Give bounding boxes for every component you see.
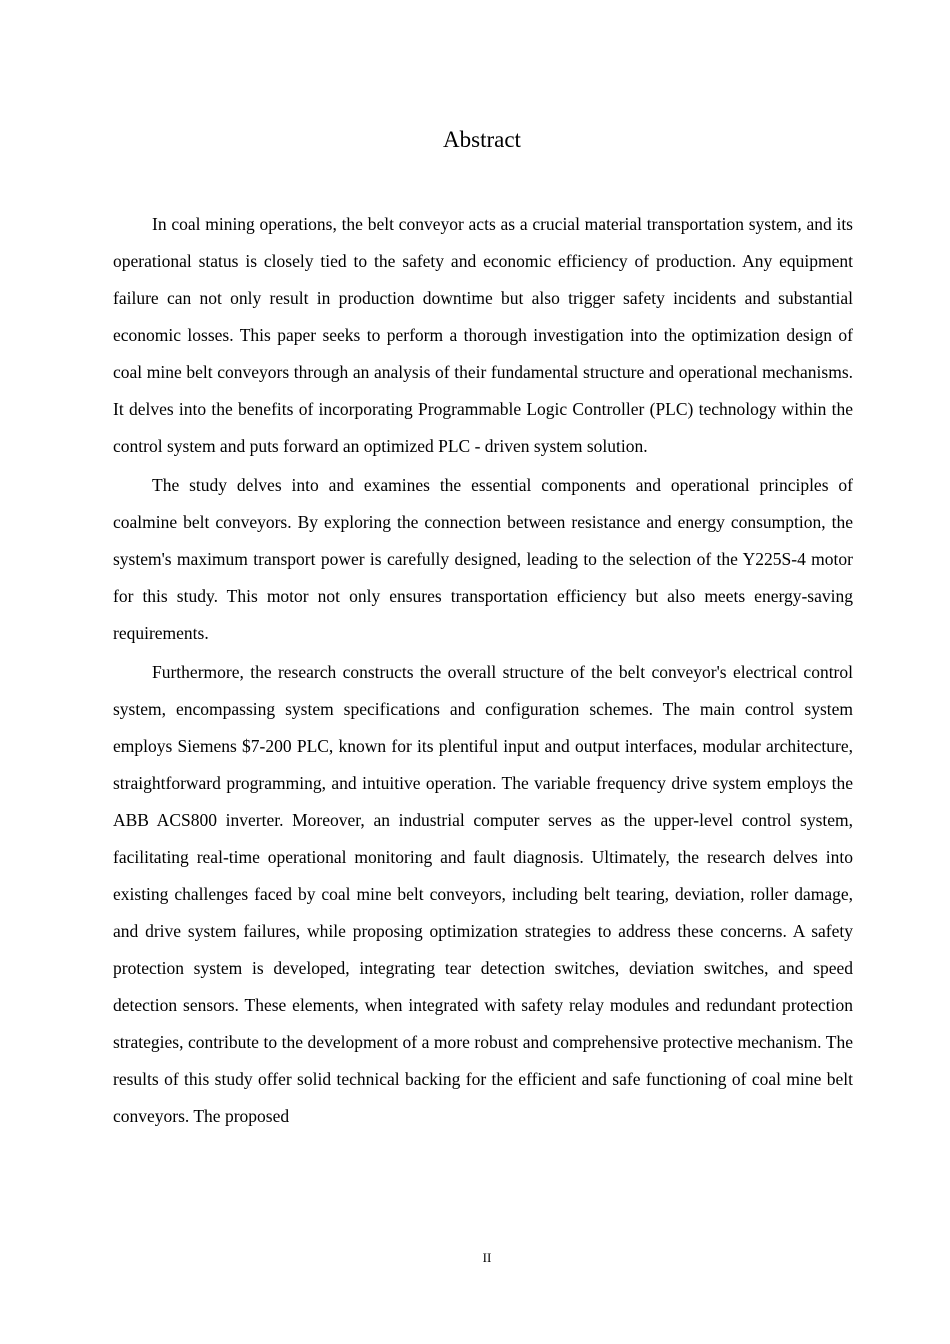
abstract-paragraph-3: Furthermore, the research constructs the overall structure of the belt conveyor's electrical control system, encompassing system specifications and configuration schemes. The main control system employs Siemens $7-200 PLC, known for its plentiful input and output interfaces, modular architecture, straightforward programming, and intuitive operation. The variable frequency drive system employs the ABB ACS800 inverter. Moreover, an industrial computer serves as the upper-level control system, facilitating real-time operational monitoring and fault diagnosis. Ultimately, the research delves into existing challenges faced by coal mine belt conveyors, including belt tearing, deviation, roller damage, and drive system failures, while proposing optimization strategies to address these concerns. A safety protection system is developed, integrating tear detection switches, deviation switches, and speed detection sensors. These elements, when integrated with safety relay modules and redundant protection strategies, contribute to the development of a more robust and comprehensive protective mechanism. The results of this study offer solid technical backing for the efficient and safe functioning of coal mine belt conveyors. The proposed bbox=[113, 662, 853, 1126]
abstract-paragraph-1: In coal mining operations, the belt conveyor acts as a crucial material transportation system, and its operational status is closely tied to the safety and economic efficiency of production. Any equipment failure can not only result in production downtime but also trigger safety incidents and substantial economic losses. This paper seeks to perform a thorough investigation into the optimization design of coal mine belt conveyors through an analysis of their fundamental structure and operational mechanisms. It delves into the benefits of incorporating Programmable Logic Controller (PLC) technology within the control system and puts forward an optimized PLC - driven system solution. bbox=[113, 214, 853, 456]
abstract-body bbox=[113, 206, 853, 1137]
abstract-title: Abstract bbox=[443, 127, 521, 152]
abstract-paragraph-2: The study delves into and examines the essential components and operational principles of coalmine belt conveyors. By exploring the connection between resistance and energy consumption, the system's maximum transport power is carefully designed, leading to the selection of the Y225S-4 motor for this study. This motor not only ensures transportation efficiency but also meets energy-saving requirements. bbox=[113, 475, 853, 643]
page-number: II bbox=[482, 1250, 492, 1265]
